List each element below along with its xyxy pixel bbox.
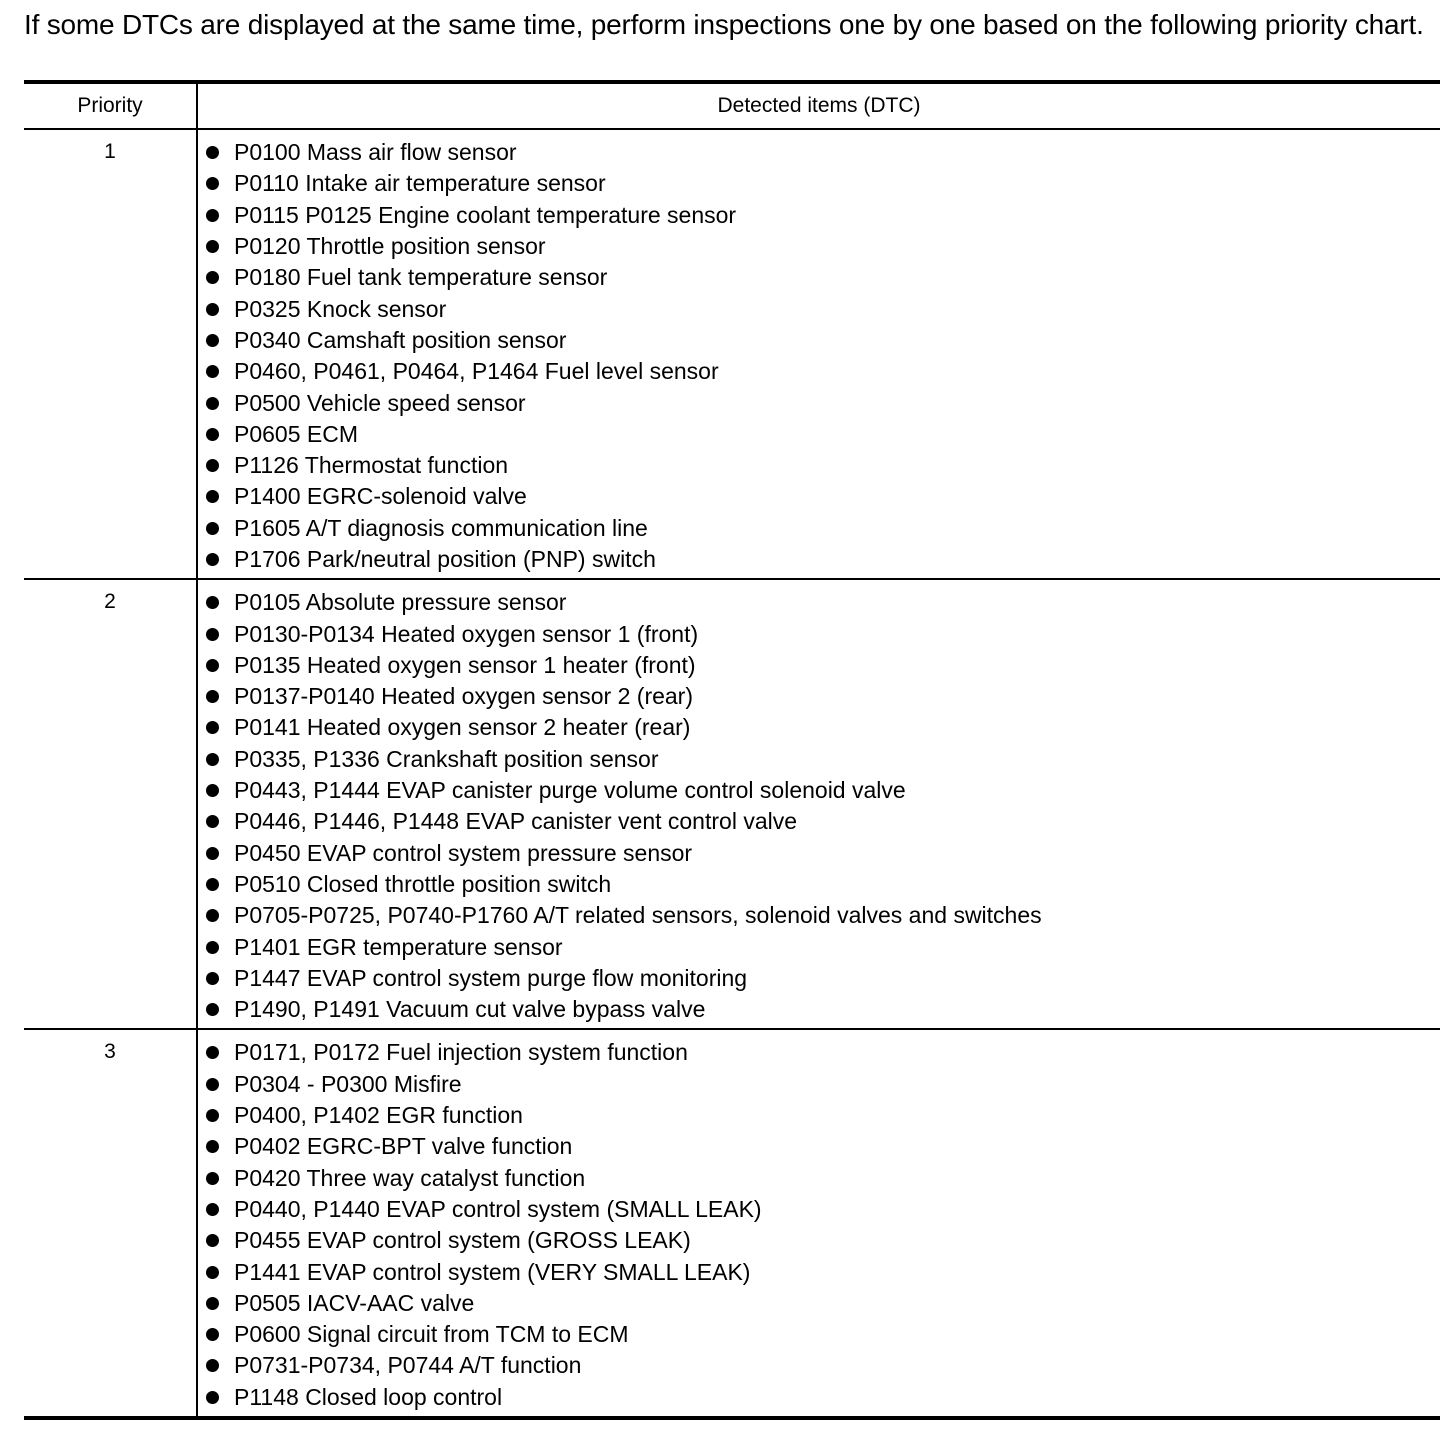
bullet-icon: [206, 240, 219, 253]
dtc-list-item: [206, 262, 1440, 293]
dtc-list-item: [206, 168, 1440, 199]
dtc-item-text: P0304 - P0300 Misfire: [234, 1070, 462, 1097]
dtc-list-item: [206, 1194, 1440, 1225]
dtc-item-text: P0460, P0461, P0464, P1464 Fuel level sensor: [234, 358, 719, 385]
dtc-item-text: P1490, P1491 Vacuum cut valve bypass valve: [234, 996, 706, 1023]
dtc-list-item: [206, 231, 1440, 262]
dtc-list-item: [206, 838, 1440, 869]
dtc-list-item: [206, 587, 1440, 618]
dtc-item-text: P0100 Mass air flow sensor: [234, 139, 517, 166]
bullet-icon: [206, 490, 219, 503]
dtc-item-text: P0325 Knock sensor: [234, 295, 447, 322]
dtc-list-item: [206, 1350, 1440, 1381]
dtc-list-item: [206, 1131, 1440, 1162]
dtc-item-list: [198, 1030, 1440, 1416]
dtc-item-text: P0105 Absolute pressure sensor: [234, 589, 567, 616]
bullet-icon: [206, 659, 219, 672]
dtc-priority-table: [24, 80, 1440, 1420]
bullet-icon: [206, 1109, 219, 1122]
priority-group-row: [24, 580, 1440, 1028]
dtc-list-item: [206, 481, 1440, 512]
dtc-item-text: P0420 Three way catalyst function: [234, 1164, 586, 1191]
dtc-item-text: P0137-P0140 Heated oxygen sensor 2 (rear): [234, 683, 694, 710]
bullet-icon: [206, 1297, 219, 1310]
bullet-icon: [206, 1266, 219, 1279]
bullet-icon: [206, 271, 219, 284]
dtc-item-text: P0455 EVAP control system (GROSS LEAK): [234, 1227, 691, 1254]
bullet-icon: [206, 690, 219, 703]
bullet-icon: [206, 596, 219, 609]
dtc-item-text: P1401 EGR temperature sensor: [234, 933, 563, 960]
priority-number: 1: [104, 140, 116, 163]
dtc-item-text: P0180 Fuel tank temperature sensor: [234, 264, 608, 291]
bullet-icon: [206, 941, 219, 954]
bullet-icon: [206, 784, 219, 797]
bullet-icon: [206, 1046, 219, 1059]
table-bottom-rule: [24, 1416, 1440, 1420]
bullet-icon: [206, 847, 219, 860]
bullet-icon: [206, 177, 219, 190]
dtc-list-item: [206, 963, 1440, 994]
priority-group-row: [24, 1030, 1440, 1416]
bullet-icon: [206, 303, 219, 316]
dtc-item-text: P0505 IACV-AAC valve: [234, 1289, 475, 1316]
priority-group-row: [24, 130, 1440, 578]
bullet-icon: [206, 721, 219, 734]
dtc-list-item: [206, 513, 1440, 544]
dtc-item-text: P1148 Closed loop control: [234, 1383, 503, 1410]
dtc-item-text: P0402 EGRC-BPT valve function: [234, 1133, 573, 1160]
dtc-list-item: [206, 806, 1440, 837]
dtc-item-text: P1400 EGRC-solenoid valve: [234, 483, 527, 510]
bullet-icon: [206, 146, 219, 159]
dtc-list-item: [206, 931, 1440, 962]
bullet-icon: [206, 1359, 219, 1372]
table-header-row: [24, 84, 1440, 128]
bullet-icon: [206, 1078, 219, 1091]
dtc-list-item: [206, 356, 1440, 387]
dtc-item-text: P0130-P0134 Heated oxygen sensor 1 (front): [234, 620, 699, 647]
dtc-list-item: [206, 293, 1440, 324]
dtc-item-list: [198, 580, 1440, 1028]
dtc-item-text: P0705-P0725, P0740-P1760 A/T related sensors, solenoid valves and switches: [234, 902, 1042, 929]
bullet-icon: [206, 1234, 219, 1247]
dtc-item-text: P0500 Vehicle speed sensor: [234, 389, 526, 416]
dtc-list-item: [206, 450, 1440, 481]
bullet-icon: [206, 428, 219, 441]
table-body: [24, 130, 1440, 1416]
dtc-list-item: [206, 419, 1440, 450]
dtc-list-item: [206, 200, 1440, 231]
dtc-list-item: [206, 1256, 1440, 1287]
dtc-item-text: P0135 Heated oxygen sensor 1 heater (front): [234, 651, 696, 678]
dtc-list-item: [206, 650, 1440, 681]
dtc-item-text: P1441 EVAP control system (VERY SMALL LEAK): [234, 1258, 751, 1285]
bullet-icon: [206, 1203, 219, 1216]
bullet-icon: [206, 815, 219, 828]
bullet-icon: [206, 909, 219, 922]
bullet-icon: [206, 522, 219, 535]
dtc-list-item: [206, 137, 1440, 168]
bullet-icon: [206, 972, 219, 985]
dtc-list-item: [206, 1069, 1440, 1100]
dtc-list-item: [206, 900, 1440, 931]
dtc-item-text: P0110 Intake air temperature sensor: [234, 170, 606, 197]
dtc-list-item: [206, 744, 1440, 775]
dtc-list-item: [206, 1100, 1440, 1131]
bullet-icon: [206, 397, 219, 410]
priority-number: 2: [104, 590, 116, 614]
dtc-item-text: P0400, P1402 EGR function: [234, 1102, 523, 1129]
dtc-item-text: P0335, P1336 Crankshaft position sensor: [234, 745, 659, 772]
bullet-icon: [206, 878, 219, 891]
dtc-item-text: P0446, P1446, P1448 EVAP canister vent control valve: [234, 808, 798, 835]
dtc-item-text: P0120 Throttle position sensor: [234, 233, 546, 260]
dtc-item-text: P0115 P0125 Engine coolant temperature sensor: [234, 201, 737, 228]
dtc-item-text: P0600 Signal circuit from TCM to ECM: [234, 1321, 629, 1348]
dtc-item-text: P0605 ECM: [234, 420, 359, 447]
bullet-icon: [206, 1172, 219, 1185]
priority-number: 3: [104, 1040, 116, 1064]
dtc-list-item: [206, 1225, 1440, 1256]
dtc-list-item: [206, 869, 1440, 900]
dtc-item-text: P1706 Park/neutral position (PNP) switch: [234, 546, 656, 572]
dtc-item-text: P0141 Heated oxygen sensor 2 heater (rear): [234, 714, 691, 741]
bullet-icon: [206, 334, 219, 347]
dtc-list-item: [206, 387, 1440, 418]
dtc-item-text: P0440, P1440 EVAP control system (SMALL LEAK): [234, 1195, 762, 1222]
bullet-icon: [206, 365, 219, 378]
bullet-icon: [206, 1140, 219, 1153]
dtc-list-item: [206, 1163, 1440, 1194]
dtc-item-text: P1605 A/T diagnosis communication line: [234, 514, 648, 541]
dtc-list-item: [206, 994, 1440, 1025]
header-detected-items: Detected items (DTC): [717, 94, 921, 117]
bullet-icon: [206, 1003, 219, 1016]
bullet-icon: [206, 209, 219, 222]
dtc-list-item: [206, 712, 1440, 743]
bullet-icon: [206, 1328, 219, 1341]
header-priority: Priority: [77, 94, 143, 117]
dtc-list-item: [206, 775, 1440, 806]
bullet-icon: [206, 753, 219, 766]
dtc-list-item: [206, 544, 1440, 575]
dtc-item-list: [198, 130, 1440, 578]
dtc-list-item: [206, 1319, 1440, 1350]
dtc-item-text: P0340 Camshaft position sensor: [234, 326, 567, 353]
dtc-list-item: [206, 1037, 1440, 1068]
bullet-icon: [206, 459, 219, 472]
bullet-icon: [206, 553, 219, 566]
dtc-item-text: P0731-P0734, P0744 A/T function: [234, 1352, 582, 1379]
dtc-item-text: P1126 Thermostat function: [234, 452, 509, 479]
dtc-list-item: [206, 681, 1440, 712]
dtc-list-item: [206, 618, 1440, 649]
dtc-item-text: P0171, P0172 Fuel injection system function: [234, 1039, 688, 1066]
bullet-icon: [206, 628, 219, 641]
bullet-icon: [206, 1391, 219, 1404]
dtc-item-text: P0443, P1444 EVAP canister purge volume control solenoid valve: [234, 777, 906, 804]
dtc-item-text: P1447 EVAP control system purge flow monitoring: [234, 964, 748, 991]
dtc-item-text: P0510 Closed throttle position switch: [234, 870, 612, 897]
dtc-item-text: P0450 EVAP control system pressure sensor: [234, 839, 693, 866]
dtc-list-item: [206, 1382, 1440, 1413]
dtc-list-item: [206, 1288, 1440, 1319]
dtc-list-item: [206, 325, 1440, 356]
intro-paragraph: If some DTCs are displayed at the same time, perform inspections one by one based on the following priority chart.: [24, 9, 1424, 40]
